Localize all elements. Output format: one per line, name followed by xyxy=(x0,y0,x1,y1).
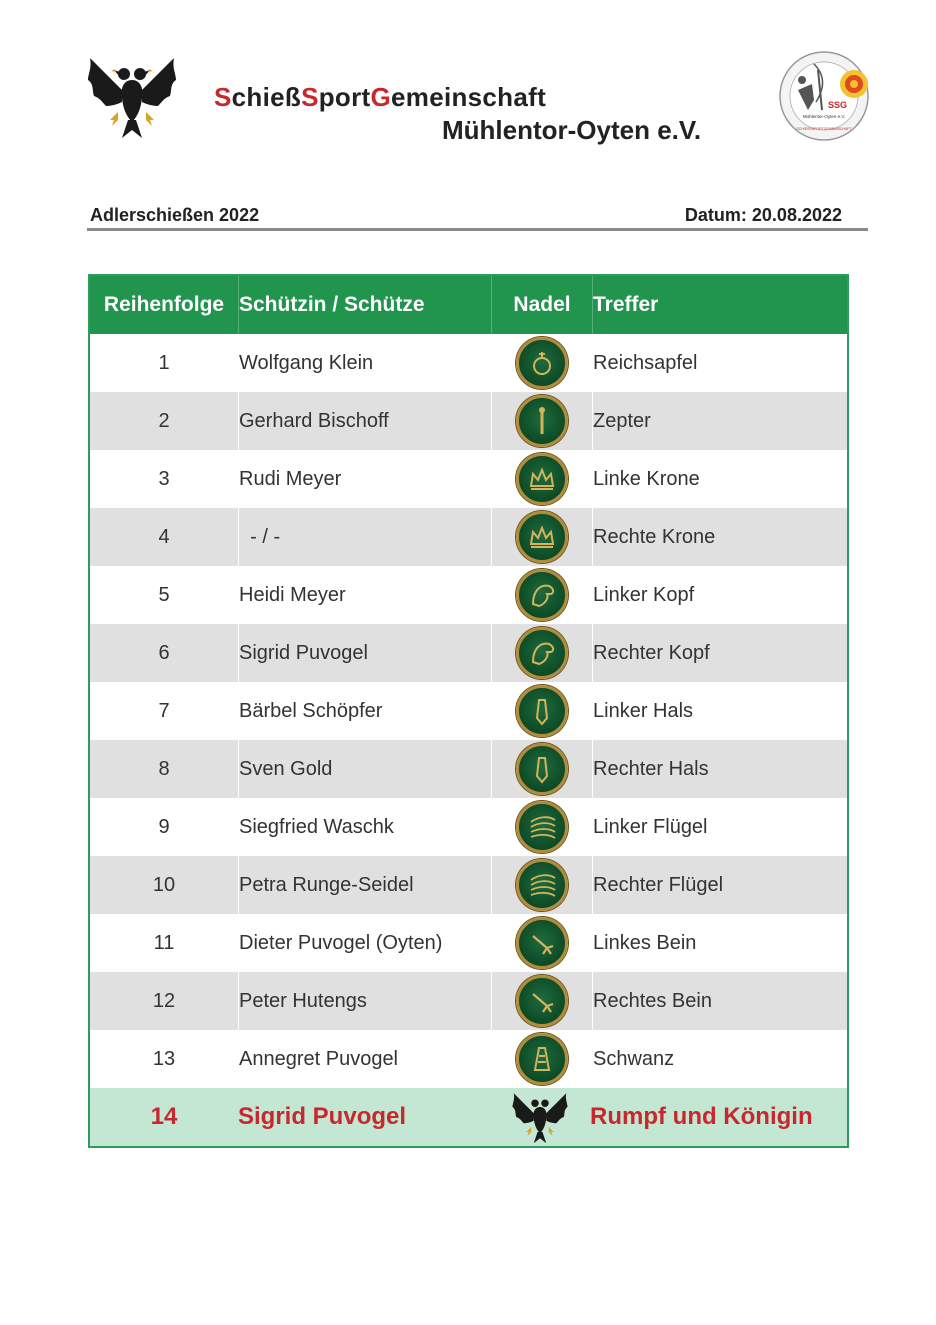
pin-badge xyxy=(516,975,568,1027)
cell-hit: Linkes Bein xyxy=(593,931,697,954)
cell-order: 11 xyxy=(90,914,239,972)
results-table xyxy=(88,274,849,1148)
cell-hit: Reichsapfel xyxy=(593,351,698,374)
eagle-logo-icon xyxy=(84,50,180,142)
cell-pin xyxy=(492,624,593,682)
logo-ssg-text: SSG xyxy=(828,100,848,110)
cell-hit: Schwanz xyxy=(593,1047,675,1070)
pin-badge xyxy=(516,337,568,389)
club-title xyxy=(214,82,546,113)
cell-hit: Rechter Kopf xyxy=(593,641,710,664)
pin-badge xyxy=(516,801,568,853)
cell-shooter: Sven Gold xyxy=(239,740,492,798)
final-order: 14 xyxy=(150,1103,178,1130)
table-row xyxy=(90,1030,847,1088)
table-row xyxy=(90,624,847,682)
cell-hit: Rechte Krone xyxy=(593,525,716,548)
cell-pin xyxy=(492,566,593,624)
event-name: Adlerschießen 2022 xyxy=(90,205,260,225)
title-part: G xyxy=(370,82,392,112)
cell-hit: Zepter xyxy=(593,409,651,432)
table-row xyxy=(90,450,847,508)
cell-shooter: Annegret Puvogel xyxy=(239,1030,492,1088)
cell-shooter: - / - xyxy=(239,508,492,566)
eagle-icon xyxy=(510,1088,570,1146)
table-row xyxy=(90,740,847,798)
pin-badge xyxy=(516,743,568,795)
table-row xyxy=(90,798,847,856)
cell-pin xyxy=(492,682,593,740)
title-part: S xyxy=(301,82,319,112)
cell-shooter: Dieter Puvogel (Oyten) xyxy=(239,914,492,972)
cell-pin xyxy=(492,392,593,450)
cell-hit: Linker Hals xyxy=(593,699,694,722)
pin-badge xyxy=(516,1033,568,1085)
column-header-shooter: Schützin / Schütze xyxy=(239,276,492,334)
table-row xyxy=(90,508,847,566)
final-row xyxy=(90,1088,847,1146)
cell-order: 9 xyxy=(90,798,239,856)
cell-pin xyxy=(492,856,593,914)
cell-pin xyxy=(492,334,593,392)
cell-order: 5 xyxy=(90,566,239,624)
cell-order: 4 xyxy=(90,508,239,566)
neck-icon xyxy=(525,694,559,728)
cell-pin xyxy=(492,508,593,566)
cell-shooter: Petra Runge-Seidel xyxy=(239,856,492,914)
final-shooter: Sigrid Puvogel xyxy=(238,1103,407,1130)
orb-icon xyxy=(525,346,559,380)
cell-order: 3 xyxy=(90,450,239,508)
cell-shooter: Siegfried Waschk xyxy=(239,798,492,856)
final-hit: Rumpf und Königin xyxy=(590,1103,813,1130)
crown-icon xyxy=(525,520,559,554)
column-header-hit: Treffer xyxy=(593,293,659,316)
cell-order: 13 xyxy=(90,1030,239,1088)
column-header-pin: Nadel xyxy=(492,276,593,334)
wing-icon xyxy=(525,810,559,844)
cell-shooter: Bärbel Schöpfer xyxy=(239,682,492,740)
logo-subtext: Mühlentor-Oyten e.V. xyxy=(802,114,846,119)
title-part: S xyxy=(214,82,232,112)
eagle-head-icon xyxy=(525,578,559,612)
pin-badge xyxy=(516,859,568,911)
cell-shooter: Heidi Meyer xyxy=(239,566,492,624)
leg-icon xyxy=(525,984,559,1018)
pin-badge xyxy=(516,569,568,621)
pin-badge xyxy=(516,627,568,679)
final-pin xyxy=(490,1088,590,1146)
leg-icon xyxy=(525,926,559,960)
table-row xyxy=(90,856,847,914)
event-date: Datum: 20.08.2022 xyxy=(684,205,842,225)
header-divider xyxy=(87,228,868,231)
cell-shooter: Wolfgang Klein xyxy=(239,334,492,392)
cell-order: 10 xyxy=(90,856,239,914)
table-body xyxy=(90,334,847,1088)
table-row xyxy=(90,392,847,450)
cell-order: 7 xyxy=(90,682,239,740)
pin-badge xyxy=(516,453,568,505)
cell-order: 6 xyxy=(90,624,239,682)
club-subtitle: Mühlentor-Oyten e.V. xyxy=(442,115,702,145)
table-row xyxy=(90,682,847,740)
table-row xyxy=(90,334,847,392)
cell-order: 12 xyxy=(90,972,239,1030)
cell-order: 2 xyxy=(90,392,239,450)
pin-badge xyxy=(516,685,568,737)
cell-shooter: Rudi Meyer xyxy=(239,450,492,508)
cell-shooter: Peter Hutengs xyxy=(239,972,492,1030)
cell-pin xyxy=(492,798,593,856)
crown-icon xyxy=(525,462,559,496)
pin-badge xyxy=(516,511,568,563)
neck-icon xyxy=(525,752,559,786)
cell-hit: Linke Krone xyxy=(593,467,700,490)
cell-hit: Rechter Flügel xyxy=(593,873,724,896)
title-part: chieß xyxy=(231,82,302,112)
club-badge-logo xyxy=(778,50,870,142)
logo-ring-text: SCHIESSSPORTGEMEINSCHAFT xyxy=(796,127,852,131)
cell-hit: Rechtes Bein xyxy=(593,989,712,1012)
cell-shooter: Sigrid Puvogel xyxy=(239,624,492,682)
eagle-head-icon xyxy=(525,636,559,670)
cell-hit: Linker Kopf xyxy=(593,583,695,606)
cell-pin xyxy=(492,914,593,972)
cell-hit: Linker Flügel xyxy=(593,815,708,838)
cell-order: 8 xyxy=(90,740,239,798)
scepter-icon xyxy=(525,404,559,438)
cell-order: 1 xyxy=(90,334,239,392)
table-row xyxy=(90,566,847,624)
pin-badge xyxy=(516,917,568,969)
table-header-row xyxy=(90,276,847,334)
cell-hit: Rechter Hals xyxy=(593,757,709,780)
cell-pin xyxy=(492,450,593,508)
cell-pin xyxy=(492,740,593,798)
tail-icon xyxy=(525,1042,559,1076)
cell-shooter: Gerhard Bischoff xyxy=(239,392,492,450)
column-header-order: Reihenfolge xyxy=(90,276,239,334)
pin-badge xyxy=(516,395,568,447)
title-part: emeinschaft xyxy=(391,82,547,112)
cell-pin xyxy=(492,972,593,1030)
table-row xyxy=(90,972,847,1030)
wing-icon xyxy=(525,868,559,902)
table-row xyxy=(90,914,847,972)
title-part: port xyxy=(318,82,371,112)
cell-pin xyxy=(492,1030,593,1088)
